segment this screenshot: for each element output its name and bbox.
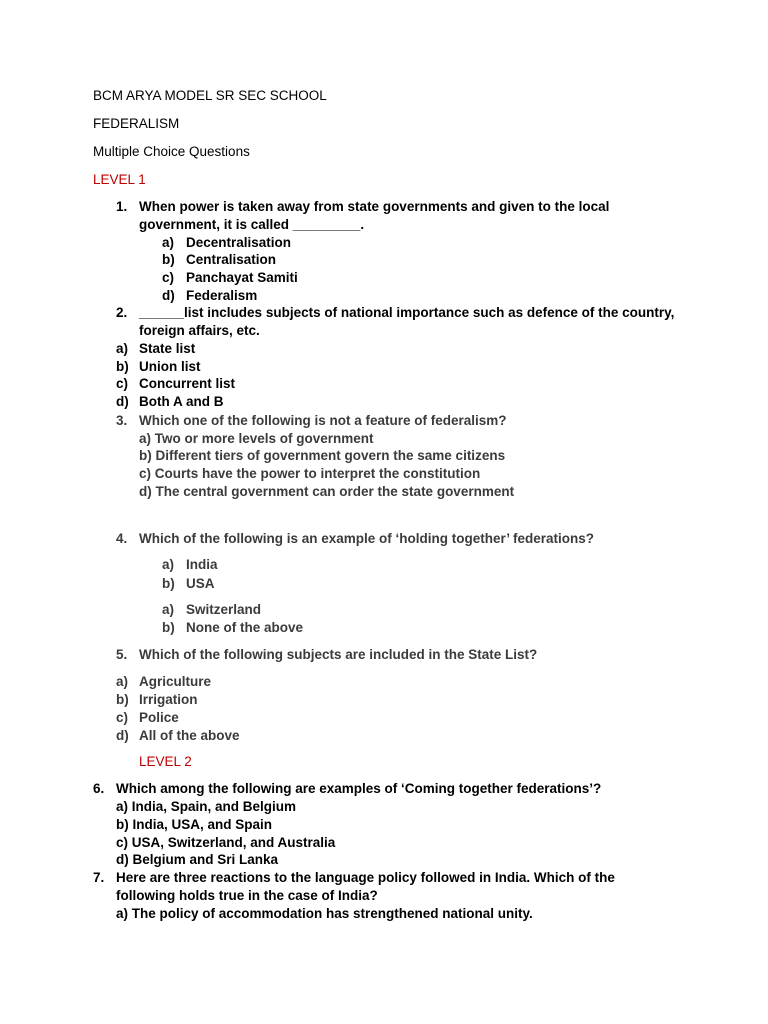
question-number: 4.	[116, 531, 128, 546]
section-heading: Multiple Choice Questions	[93, 144, 250, 159]
option-text: b) Different tiers of government govern the same citizens	[139, 448, 506, 463]
option-text: None of the above	[186, 620, 304, 635]
option-label: b)	[162, 252, 175, 267]
option-text: Police	[139, 710, 179, 725]
option-text: a) India, Spain, and Belgium	[116, 799, 297, 814]
option-text: Concurrent list	[139, 376, 236, 391]
option-label: d)	[162, 288, 175, 303]
option-label: a)	[116, 341, 129, 356]
level-2-heading: LEVEL 2	[139, 754, 192, 769]
option-text: Both A and B	[139, 394, 224, 409]
question-number: 5.	[116, 647, 128, 662]
option-text: Agriculture	[139, 674, 212, 689]
question-text: ______list includes subjects of national importance such as defence of the country,	[139, 305, 675, 320]
option-text: Union list	[139, 359, 201, 374]
option-text: c) Courts have the power to interpret the constitution	[139, 466, 481, 481]
option-label: b)	[162, 576, 175, 591]
question-text: Which of the following subjects are included in the State List?	[139, 647, 538, 662]
question-text: Here are three reactions to the language policy followed in India. Which of the	[116, 870, 615, 885]
option-label: d)	[116, 394, 129, 409]
option-text: Decentralisation	[186, 235, 292, 250]
option-label: a)	[162, 557, 175, 572]
question-number: 7.	[93, 870, 105, 885]
option-label: c)	[116, 710, 129, 725]
option-text: Federalism	[186, 288, 258, 303]
option-text: d) The central government can order the state government	[139, 484, 515, 499]
question-text: following holds true in the case of India?	[116, 888, 378, 903]
question-number: 6.	[93, 781, 105, 796]
option-text: a) Two or more levels of government	[139, 431, 374, 446]
option-text: Irrigation	[139, 692, 198, 707]
document-subject: FEDERALISM	[93, 116, 180, 131]
option-text: c) USA, Switzerland, and Australia	[116, 835, 336, 850]
school-name: BCM ARYA MODEL SR SEC SCHOOL	[93, 88, 327, 103]
option-text: Switzerland	[186, 602, 262, 617]
question-text: government, it is called _________.	[139, 217, 365, 232]
option-label: a)	[116, 674, 129, 689]
question-text: Which of the following is an example of ‘holding together’ federations?	[139, 531, 595, 546]
option-label: b)	[116, 692, 129, 707]
option-label: a)	[162, 602, 175, 617]
question-text: foreign affairs, etc.	[139, 323, 260, 338]
question-text: When power is taken away from state governments and given to the local	[139, 199, 610, 214]
question-text: Which among the following are examples of ‘Coming together federations’?	[116, 781, 602, 796]
option-label: b)	[162, 620, 175, 635]
option-text: Panchayat Samiti	[186, 270, 298, 285]
level-1-heading: LEVEL 1	[93, 172, 146, 187]
option-text: All of the above	[139, 728, 240, 743]
option-label: b)	[116, 359, 129, 374]
option-text: USA	[186, 576, 215, 591]
question-number: 3.	[116, 413, 128, 428]
option-label: a)	[162, 235, 175, 250]
option-label: c)	[116, 376, 129, 391]
option-text: State list	[139, 341, 196, 356]
option-text: a) The policy of accommodation has strengthened national unity.	[116, 906, 533, 921]
option-label: c)	[162, 270, 175, 285]
question-number: 2.	[116, 305, 128, 320]
option-text: India	[186, 557, 218, 572]
option-text: Centralisation	[186, 252, 277, 267]
question-number: 1.	[116, 199, 128, 214]
question-text: Which one of the following is not a feature of federalism?	[139, 413, 507, 428]
option-text: b) India, USA, and Spain	[116, 817, 273, 832]
option-label: d)	[116, 728, 129, 743]
option-text: d) Belgium and Sri Lanka	[116, 852, 279, 867]
